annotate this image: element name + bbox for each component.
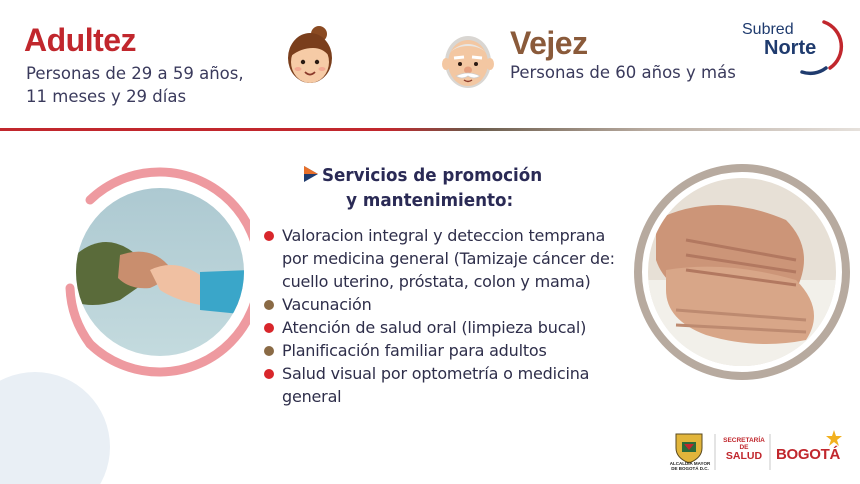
service-item (262, 224, 622, 293)
secretaria-label: SECRETARÍA DE (723, 437, 765, 451)
bullet-icon (264, 369, 274, 379)
adult-woman-face-icon (283, 26, 337, 86)
adultez-subtitle-line1: Personas de 29 a 59 años, (26, 64, 244, 83)
photo-elderly-hands (626, 160, 854, 382)
service-item-text: Valoracion integral y deteccion temprana por medicina general (Tamizaje cáncer de: cuello uterino, próstata, colon y mama) (282, 226, 615, 291)
services-list (262, 224, 622, 408)
star-icon (826, 430, 842, 450)
corner-decoration (0, 372, 110, 484)
services-heading (322, 163, 542, 213)
service-item (262, 316, 622, 339)
photo-holding-hands (50, 160, 250, 380)
salud-label: SALUD (725, 450, 763, 462)
logo-norte-text: Norte (764, 37, 817, 59)
adultez-title: Adultez (24, 22, 137, 58)
adultez-subtitle-line2: 11 meses y 29 días (26, 87, 187, 106)
logo-subred-text: Subred (742, 21, 794, 38)
service-item-text: Atención de salud oral (limpieza bucal) (282, 318, 587, 337)
vejez-title: Vejez (510, 25, 588, 61)
bullet-icon (264, 231, 274, 241)
services-heading-line1: Servicios de promoción (322, 165, 543, 186)
services-heading-line2: y mantenimiento: (346, 190, 514, 211)
bullet-icon (264, 346, 274, 356)
service-item (262, 339, 622, 362)
bullet-icon (264, 323, 274, 333)
service-item (262, 362, 622, 408)
service-item (262, 293, 622, 316)
bogota-label: BOGOTÁ (776, 446, 841, 463)
service-item-text: Vacunación (282, 295, 372, 314)
service-item-text: Planificación familiar para adultos (282, 341, 547, 360)
elderly-man-face-icon (440, 32, 494, 92)
header-divider (0, 116, 860, 119)
vejez-subtitle: Personas de 60 años y más (510, 63, 736, 82)
play-triangle-icon (304, 166, 318, 186)
alcaldia-label: ALCALDÍA MAYOR DE BOGOTÁ D.C. (669, 461, 711, 471)
service-item-text: Salud visual por optometría o medicina general (282, 364, 590, 406)
bullet-icon (264, 300, 274, 310)
adultez-subtitle (26, 62, 266, 108)
